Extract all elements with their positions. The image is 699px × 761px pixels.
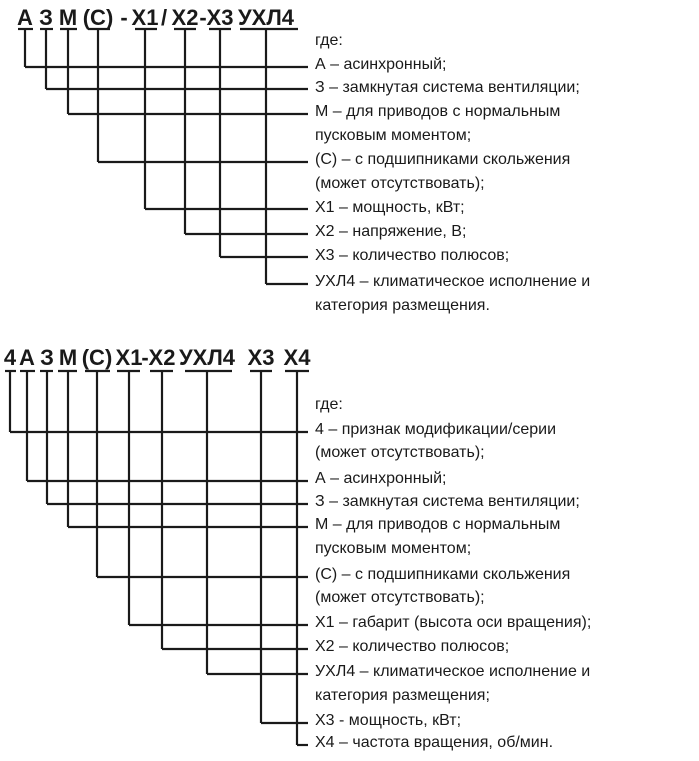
description-line: пусковым моментом; [315, 540, 472, 558]
description-line: Х4 – частота вращения, об/мин. [315, 734, 554, 752]
description-line: Х2 – напряжение, В; [315, 223, 467, 241]
description-line: (может отсутствовать); [315, 175, 485, 193]
code-token: Х4 [283, 345, 311, 370]
description-line: Х1 – мощность, кВт; [315, 199, 465, 217]
description-line: М – для приводов с нормальным [315, 103, 561, 121]
code-token: А [17, 5, 33, 30]
description-line: Х3 – количество полюсов; [315, 247, 510, 265]
code-token: Х2 [171, 5, 199, 30]
description-line: (С) – с подшипниками скольжения [315, 566, 571, 584]
code-token: - [199, 5, 207, 30]
code-token: 4 [3, 345, 17, 370]
code-token: Х3 [247, 345, 275, 370]
code-token: М [58, 345, 78, 370]
description-line: (может отсутствовать); [315, 589, 485, 607]
description-line: (С) – с подшипниками скольжения [315, 151, 571, 169]
description-line: А – асинхронный; [315, 56, 447, 74]
description-line: А – асинхронный; [315, 470, 447, 488]
code-token: УХЛ4 [237, 5, 295, 30]
code-token: / [160, 5, 168, 30]
code-token: Х2 [148, 345, 176, 370]
legend-heading: где: [315, 396, 343, 414]
description-line: (может отсутствовать); [315, 444, 485, 462]
code-token: М [58, 5, 78, 30]
code-token: - [120, 5, 128, 30]
code-token: Х3 [206, 5, 234, 30]
code-token: Х1 [115, 345, 143, 370]
description-line: категория размещения; [315, 687, 490, 705]
code-token: - [141, 345, 149, 370]
code-token: (С) [82, 5, 114, 30]
description-line: Х1 – габарит (высота оси вращения); [315, 614, 592, 632]
code-token: (С) [81, 345, 113, 370]
description-line: УХЛ4 – климатическое исполнение и [315, 663, 591, 681]
code-token: А [19, 345, 35, 370]
description-line: Х3 - мощность, кВт; [315, 712, 462, 730]
description-line: Х2 – количество полюсов; [315, 638, 510, 656]
description-line: категория размещения. [315, 297, 490, 315]
legend-heading: где: [315, 32, 343, 50]
description-line: М – для приводов с нормальным [315, 516, 561, 534]
code-token: УХЛ4 [178, 345, 236, 370]
description-line: З – замкнутая система вентиляции; [315, 79, 580, 97]
code-token: З [39, 5, 53, 30]
description-line: З – замкнутая система вентиляции; [315, 493, 580, 511]
description-line: 4 – признак модификации/серии [315, 421, 557, 439]
code-token: Х1 [131, 5, 159, 30]
description-line: УХЛ4 – климатическое исполнение и [315, 273, 591, 291]
description-line: пусковым моментом; [315, 127, 472, 145]
code-token: З [40, 345, 54, 370]
